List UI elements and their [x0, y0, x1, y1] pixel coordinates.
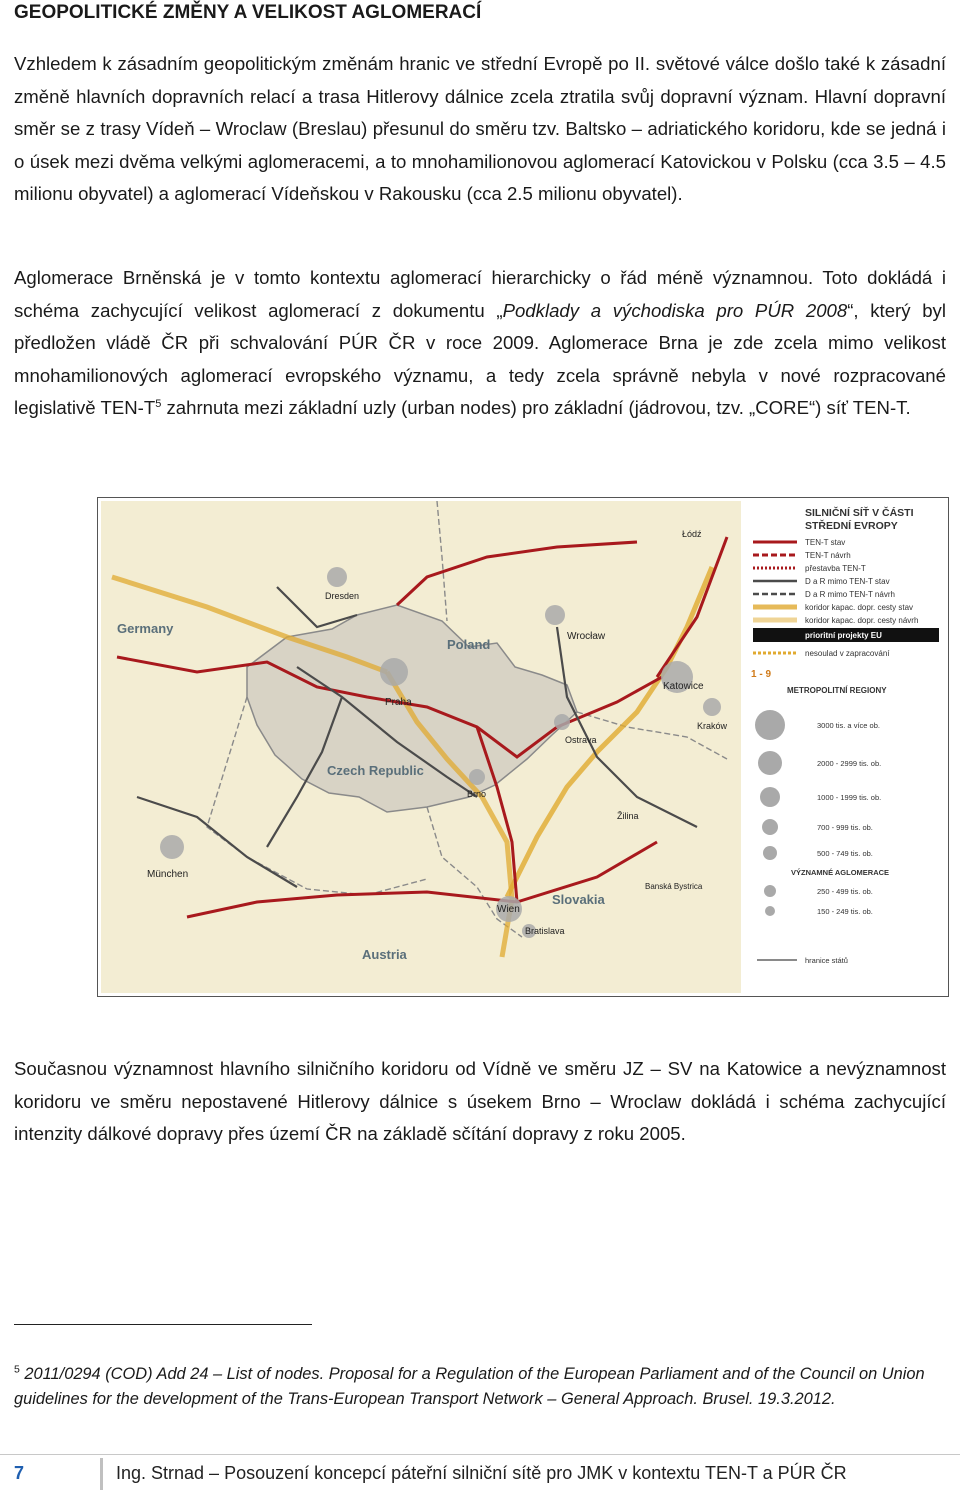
label-austria: Austria [362, 947, 407, 962]
p2-document-title: Podklady a východiska pro PÚR 2008 [502, 299, 848, 321]
page-number: 7 [14, 1463, 25, 1483]
label-zilina: Žilina [617, 811, 639, 821]
legend-range-label: 1 - 9 [751, 669, 772, 680]
legend-metro-title: METROPOLITNÍ REGIONY [787, 686, 887, 695]
legend-border: hranice států [805, 956, 848, 965]
map-legend [745, 501, 945, 993]
label-brno: Brno [467, 789, 487, 799]
footnote-separator [14, 1324, 312, 1325]
label-dresden: Dresden [325, 591, 360, 601]
legend-title-line2: STŘEDNÍ EVROPY [805, 520, 898, 532]
legend-metro-circle-5 [763, 846, 777, 860]
krakow-circle [703, 698, 721, 716]
paragraph-brno-agglomeration [14, 262, 946, 425]
label-slovakia: Slovakia [552, 892, 605, 907]
legend-agl-size-2: 150 - 249 tis. ob. [817, 907, 873, 916]
paragraph-geopolitics: Vzhledem k zásadním geopolitickým změnám hranic ve střední Evropě po II. světové válce došlo také k zásadní změně hlavních dopravních relací a trasa Hitlerovy dálnice zcela ztratila svůj dopravní význam. Hlavní dopravní směr se z trasy Vídeň – Wroclaw (Breslau) přesunul do směru tzv. Baltsko – adriatického koridoru, kde se jedná i o úsek mezi dvěma velkými aglomeracemi, a to mnohamilionovou aglomerací Katovickou v Polsku (cca 3.5 – 4.5 milionu obyvatel) a aglomerací Vídeňskou v Rakousku (cca 2.5 milionu obyvatel). [14, 53, 946, 204]
label-bratislava: Bratislava [525, 926, 565, 936]
legend-metro-size-3: 1000 - 1999 tis. ob. [817, 793, 882, 802]
brno-circle [469, 769, 485, 785]
legend-metro-circle-3 [760, 787, 780, 807]
paragraph-corridor-significance: Současnou významnost hlavního silničního koridoru od Vídně ve směru JZ – SV na Katowice a nevýznamnost koridoru ve směru nepostavené Hitlerovy dálnice s úsekem Brno – Wroclaw dokládá i schéma zachycující intenzity dálkové dopravy přes území ČR na základě sčítání dopravy z roku 2005. [14, 1058, 946, 1144]
legend-background [745, 501, 945, 993]
footer-rule [0, 1454, 960, 1455]
label-munchen: München [147, 869, 189, 880]
legend-agl-title: VÝZNAMNÉ AGLOMERACE [791, 868, 890, 877]
legend-metro-circle-1 [755, 710, 785, 740]
label-ostrava: Ostrava [565, 735, 597, 745]
p2-text-a: Aglomerace Brněnská je v tomto kontextu aglomerací hierarchicky o řád méně významnou. Toto dokládá i schéma zachycující velikost aglomerací z dokumentu „ [14, 267, 946, 321]
footer-title: Ing. Strnad – Posouzení koncepcí páteřní silniční sítě pro JMK v kontextu TEN-T a PÚR ČR [116, 1463, 847, 1483]
legend-metro-size-2: 2000 - 2999 tis. ob. [817, 759, 882, 768]
legend-agl-circle-2 [765, 906, 775, 916]
wroclaw-circle [545, 605, 565, 625]
label-lodz: Łódź [682, 529, 702, 539]
legend-agl-size-1: 250 - 499 tis. ob. [817, 887, 873, 896]
label-germany: Germany [117, 621, 174, 636]
label-praha: Praha [385, 697, 412, 708]
legend-metro-size-1: 3000 tis. a více ob. [817, 721, 880, 730]
legend-dr-stav: D a R mimo TEN-T stav [805, 577, 890, 586]
legend-priority: prioritní projekty EU [805, 631, 882, 640]
legend-metro-circle-2 [758, 751, 782, 775]
praha-circle [380, 658, 408, 686]
legend-koridor-navrh: koridor kapac. dopr. cesty návrh [805, 616, 919, 625]
footnote [14, 1362, 946, 1412]
legend-tent-navrh: TEN-T návrh [805, 551, 851, 560]
dresden-circle [327, 567, 347, 587]
footnote-reference[interactable]: 5 [155, 397, 162, 410]
label-wroclaw: Wrocław [567, 631, 606, 642]
footnote-number: 5 [14, 1363, 20, 1376]
legend-metro-circle-4 [762, 819, 778, 835]
section-heading: GEOPOLITICKÉ ZMĚNY A VELIKOST AGLOMERACÍ [14, 2, 482, 23]
legend-nesoulad: nesoulad v zapracování [805, 649, 890, 658]
legend-metro-size-5: 500 - 749 tis. ob. [817, 849, 873, 858]
legend-metro-size-4: 700 - 999 tis. ob. [817, 823, 873, 832]
footnote-text: 2011/0294 (COD) Add 24 – List of nodes. Proposal for a Regulation of the European Parliament and of the Council on Union guidelines for the development of the Trans-European Transport Network – General Approach. Brusel. 19.3.2012. [14, 1365, 925, 1408]
label-wien: Wien [497, 904, 520, 915]
p2-text-b: “, který byl předložen vládě ČR při schvalování PÚR ČR v roce 2009. Aglomerace Brna je zde zcela mimo velikost mnohamilionových aglomerací evropského významu, a tedy zcela správně nebyla v nové rozpracované legislativě TEN-T [14, 299, 946, 418]
label-poland: Poland [447, 637, 491, 652]
legend-koridor-stav: koridor kapac. dopr. cesty stav [805, 603, 914, 612]
road-network-map [97, 497, 949, 997]
p2-text-c: zahrnuta mezi základní uzly (urban nodes) pro základní (jádrovou, tzv. „CORE“) síť TEN-T. [161, 397, 911, 418]
label-krakow: Kraków [697, 721, 728, 731]
legend-prestavba: přestavba TEN-T [805, 564, 866, 573]
munchen-circle [160, 835, 184, 859]
footer-divider [100, 1458, 103, 1490]
label-banska-bystrica: Banská Bystrica [645, 882, 703, 891]
legend-dr-navrh: D a R mimo TEN-T návrh [805, 590, 895, 599]
legend-title-line1: SILNIČNÍ SÍŤ V ČÁSTI [805, 507, 914, 519]
label-katowice: Katowice [663, 681, 704, 692]
ostrava-circle [554, 714, 570, 730]
legend-agl-circle-1 [764, 885, 776, 897]
label-czech-republic: Czech Republic [327, 763, 424, 778]
legend-tent-stav: TEN-T stav [805, 538, 846, 547]
